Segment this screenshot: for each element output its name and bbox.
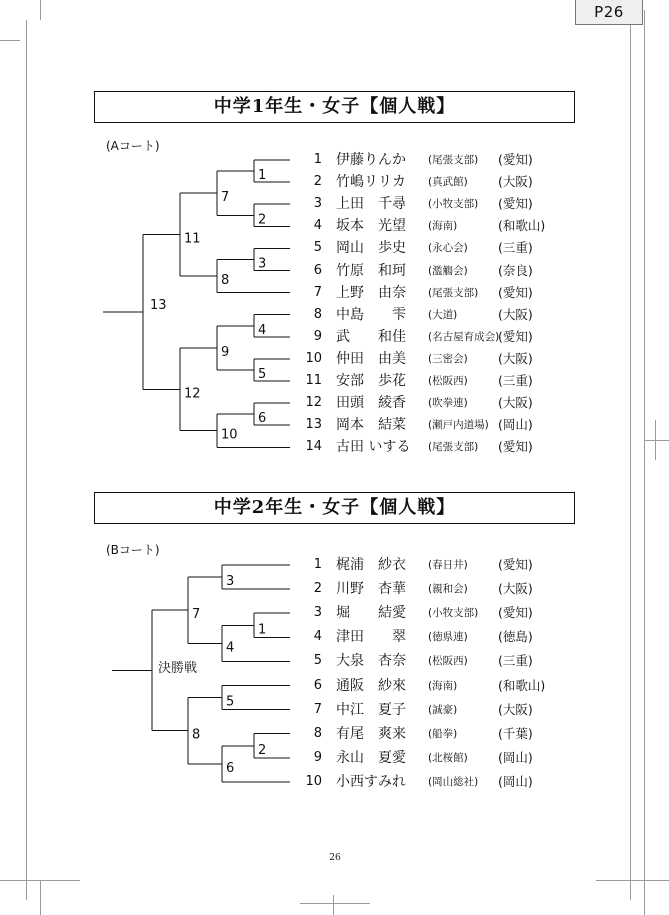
player-name: 上野 由奈 [336, 284, 406, 301]
player-name: 小西すみれ [336, 773, 406, 790]
player-prefecture: (大阪) [498, 174, 533, 190]
player-number: 13 [305, 417, 322, 433]
player-number: 8 [313, 306, 322, 322]
player-number: 3 [313, 605, 322, 621]
player-club: (徳県連) [428, 631, 468, 644]
player-prefecture: (大阪) [498, 395, 533, 411]
player-name: 田頭 綾香 [336, 395, 406, 412]
player-prefecture: (愛知) [498, 328, 533, 344]
player-prefecture: (三重) [498, 240, 533, 256]
player-number: 1 [313, 557, 322, 572]
player-number: 4 [313, 629, 322, 645]
match-number: 9 [221, 344, 230, 360]
match-number: 6 [258, 411, 267, 427]
player-club: (北桜館) [428, 751, 468, 764]
player-name: 中江 夏子 [336, 701, 406, 718]
match-number: 決勝戦 [158, 661, 198, 676]
player-club: (永心会) [428, 242, 468, 255]
player-club: (三密会) [428, 352, 468, 365]
player-club: (瀬戸内道場) [428, 419, 489, 432]
match-number: 2 [258, 742, 267, 758]
player-club: (誠豪) [428, 703, 458, 716]
player-prefecture: (奈良) [498, 262, 533, 278]
player-name: 大泉 杏奈 [336, 653, 406, 670]
match-number: 3 [226, 574, 235, 590]
player-prefecture: (和歌山) [498, 218, 546, 234]
player-name: 上田 千尋 [336, 196, 406, 213]
player-name: 永山 夏愛 [336, 749, 406, 766]
player-number: 2 [313, 174, 322, 190]
match-number: 2 [258, 212, 267, 228]
match-number: 4 [226, 640, 235, 656]
player-number: 5 [313, 240, 322, 256]
player-prefecture: (愛知) [498, 605, 533, 621]
player-club: (春日井) [428, 559, 468, 571]
page-number: 26 [329, 853, 341, 863]
player-number: 5 [313, 653, 322, 669]
match-number: 5 [226, 694, 235, 710]
match-number: 13 [150, 298, 167, 313]
player-club: (尾張支部) [428, 286, 479, 299]
player-name: 中島 雫 [336, 306, 406, 323]
match-number: 6 [226, 760, 235, 776]
court-label-a: (Aコート) [106, 139, 160, 153]
player-prefecture: (和歌山) [498, 677, 546, 693]
court-label-b: (Bコート) [106, 543, 160, 557]
player-club: (吹拳連) [428, 397, 468, 410]
player-prefecture: (大阪) [498, 350, 533, 366]
match-number: 10 [221, 427, 238, 443]
player-name: 安部 歩花 [336, 373, 406, 389]
section-title-grade2: 中学2年生・女子【個人戦】 [94, 492, 575, 524]
player-name: 古田 いする [336, 439, 411, 456]
player-name: 仲田 由美 [336, 350, 406, 367]
player-name: 梶浦 紗衣 [336, 557, 406, 573]
player-club: (濫觴会) [428, 264, 468, 277]
player-name: 竹原 和珂 [336, 262, 406, 279]
player-name: 津田 翠 [336, 629, 406, 646]
player-prefecture: (愛知) [498, 152, 533, 167]
player-club: (松阪西) [428, 655, 468, 668]
match-number: 7 [192, 607, 201, 623]
player-prefecture: (三重) [498, 653, 533, 669]
player-prefecture: (愛知) [498, 557, 533, 572]
player-club: (親和会) [428, 583, 468, 596]
match-number: 7 [221, 190, 230, 206]
player-name: 武 和佳 [336, 328, 406, 345]
player-number: 9 [313, 328, 322, 344]
player-club: (尾張支部) [428, 441, 479, 454]
player-prefecture: (愛知) [498, 284, 533, 300]
player-number: 14 [305, 439, 322, 455]
player-club: (尾張支部) [428, 154, 479, 166]
match-number: 4 [258, 322, 267, 338]
player-prefecture: (大阪) [498, 581, 533, 597]
player-number: 4 [313, 218, 322, 234]
player-prefecture: (大阪) [498, 701, 533, 717]
player-number: 3 [313, 196, 322, 212]
match-number: 1 [258, 168, 267, 184]
player-number: 7 [313, 701, 322, 717]
player-name: 川野 杏華 [336, 581, 406, 598]
player-club: (松阪西) [428, 375, 468, 387]
player-number: 12 [305, 395, 322, 411]
player-number: 9 [313, 749, 322, 765]
player-club: (海南) [428, 220, 458, 233]
player-name: 岡本 結菜 [336, 417, 406, 434]
player-number: 11 [305, 373, 322, 388]
player-name: 有尾 爽来 [336, 725, 406, 742]
match-number: 8 [221, 273, 230, 289]
player-club: (大道) [428, 308, 458, 321]
player-prefecture: (愛知) [498, 439, 533, 455]
player-prefecture: (岡山) [498, 417, 533, 433]
player-club: (小牧支部) [428, 607, 479, 620]
player-prefecture: (愛知) [498, 196, 533, 212]
player-number: 1 [313, 152, 322, 167]
player-club: (岡山総社) [428, 775, 479, 788]
player-number: 8 [313, 725, 322, 741]
player-club: (真武館) [428, 176, 468, 189]
match-number: 11 [184, 231, 201, 247]
match-number: 3 [258, 256, 267, 272]
player-prefecture: (徳島) [498, 629, 533, 645]
player-number: 6 [313, 262, 322, 278]
player-name: 堀 結愛 [336, 605, 406, 622]
match-number: 5 [258, 366, 267, 382]
player-number: 10 [305, 350, 322, 366]
player-name: 通阪 紗來 [336, 677, 406, 694]
player-name: 伊藤りんか [336, 152, 406, 168]
player-club: (小牧支部) [428, 198, 479, 211]
match-number: 12 [184, 386, 201, 402]
player-number: 7 [313, 284, 322, 300]
player-name: 坂本 光望 [336, 218, 406, 235]
player-prefecture: (千葉) [498, 725, 533, 741]
player-club: (名古屋育成会) [428, 330, 500, 343]
page-tag: P26 [575, 0, 643, 25]
player-club: (船拳) [428, 727, 458, 740]
player-prefecture: (大阪) [498, 306, 533, 322]
section-title-grade1: 中学1年生・女子【個人戦】 [94, 91, 575, 123]
player-number: 6 [313, 677, 322, 693]
player-club: (海南) [428, 679, 458, 692]
match-number: 8 [192, 727, 201, 743]
player-name: 岡山 歩史 [336, 240, 406, 257]
player-prefecture: (三重) [498, 373, 533, 388]
player-number: 10 [305, 773, 322, 789]
player-prefecture: (岡山) [498, 773, 533, 789]
player-name: 竹嶋リリカ [336, 174, 406, 191]
match-number: 1 [258, 622, 267, 638]
player-prefecture: (岡山) [498, 749, 533, 765]
player-number: 2 [313, 581, 322, 597]
